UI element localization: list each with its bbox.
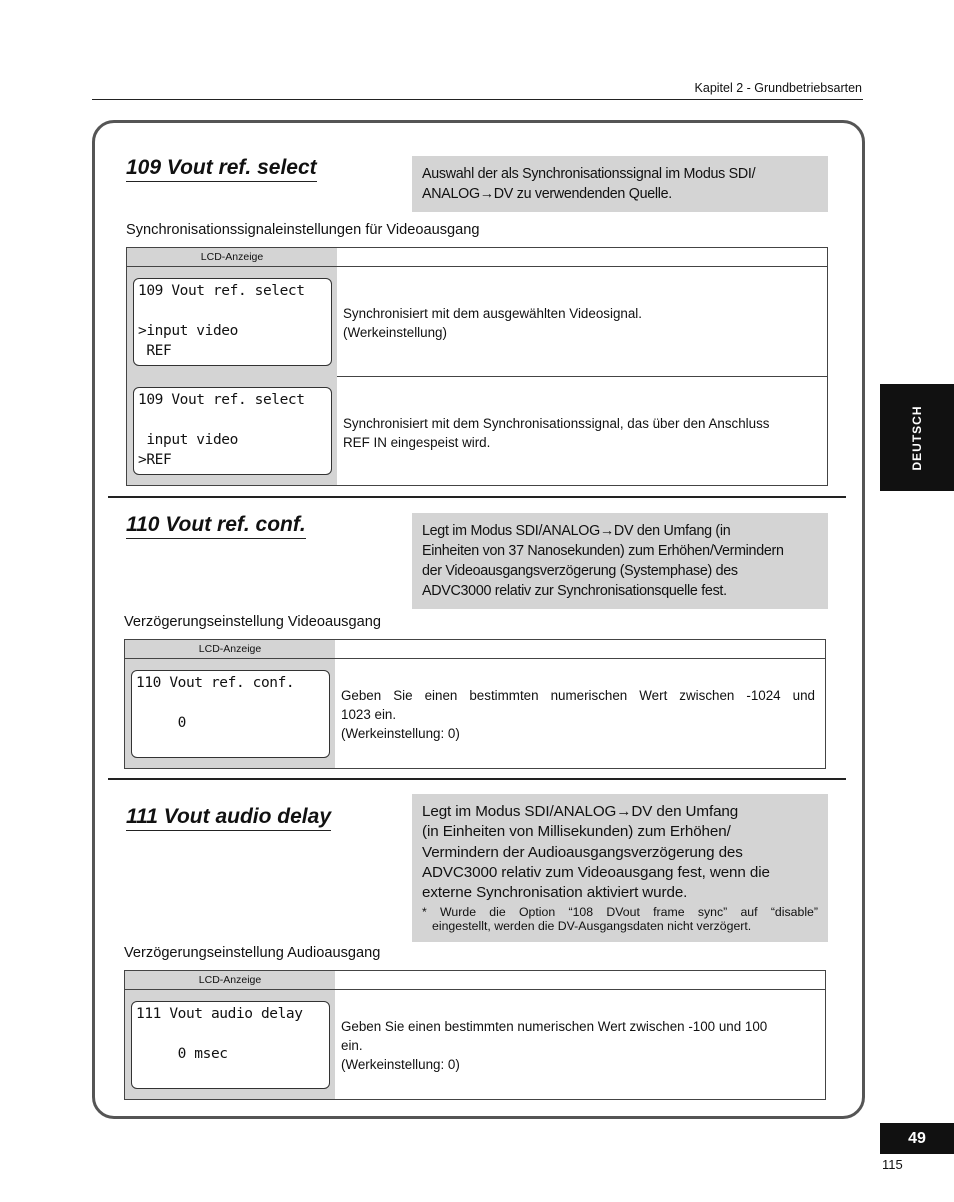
table-header-row [125, 971, 825, 990]
language-tab [880, 384, 954, 491]
description-line: Geben Sie einen bestimmten numerischen Wert zwischen -1024 und [341, 688, 815, 703]
settings-table-109 [126, 247, 828, 486]
lcd-display: 111 Vout audio delay 0 msec [131, 1001, 330, 1089]
note-line: * Wurde die Option “108 DVout frame sync” auf “disable” [422, 905, 818, 920]
desc-line: Auswahl der als Synchronisationssignal im Modus SDI/ [422, 166, 756, 182]
table-caption-111: Verzögerungseinstellung Audioausgang [124, 945, 381, 961]
description-line: Geben Sie einen bestimmten numerischen Wert zwischen -100 und 100 [341, 1019, 768, 1034]
description-line: (Werkeinstellung: 0) [341, 726, 460, 741]
description-line: ein. [341, 1038, 363, 1053]
lcd-display: 109 Vout ref. select input video >REF [133, 387, 332, 475]
table-caption-109: Synchronisationssignaleinstellungen für Videoausgang [126, 222, 480, 238]
desc-line: Legt im Modus SDI/ANALOG→DV den Umfang (in [422, 523, 731, 539]
page-sub-number: 115 [882, 1157, 903, 1172]
table-header-row [125, 640, 825, 659]
settings-table-111 [124, 970, 826, 1100]
description-line: Synchronisiert mit dem Synchronisationssignal, das über den Anschluss [343, 416, 770, 431]
section-description-110 [412, 513, 828, 609]
description-line: REF IN eingespeist wird. [343, 435, 491, 450]
section-description-111 [412, 794, 828, 942]
table-row-description [335, 1017, 825, 1074]
desc-line: ADVC3000 relativ zum Videoausgang fest, wenn die [422, 863, 770, 881]
section-title-110: 110 Vout ref. conf. [126, 513, 306, 539]
row-separator [337, 376, 827, 377]
description-line: Synchronisiert mit dem ausgewählten Videosignal. [343, 306, 642, 321]
section-description-109 [412, 156, 828, 212]
lcd-display: 110 Vout ref. conf. 0 [131, 670, 330, 758]
table-row-description [337, 304, 827, 342]
desc-line: Einheiten von 37 Nanosekunden) zum Erhöhen/Vermindern [422, 543, 784, 559]
section-divider [108, 778, 846, 780]
lcd-display: 109 Vout ref. select >input video REF [133, 278, 332, 366]
table-header-row [127, 248, 827, 267]
lcd-column-header: LCD-Anzeige [125, 971, 335, 989]
section-title-109: 109 Vout ref. select [126, 156, 317, 182]
lcd-column-header: LCD-Anzeige [127, 248, 337, 266]
description-line: 1023 ein. [341, 707, 397, 722]
chapter-header: Kapitel 2 - Grundbetriebsarten [694, 81, 862, 95]
desc-line: der Videoausgangsverzögerung (Systemphase) des [422, 563, 738, 579]
table-row-description [337, 414, 827, 452]
table-row-description [335, 686, 825, 743]
desc-line: externe Synchronisation aktiviert wurde. [422, 884, 688, 902]
section-title-111: 111 Vout audio delay [126, 805, 331, 831]
page-number: 49 [880, 1123, 954, 1154]
desc-line: Vermindern der Audioausgangsverzögerung des [422, 843, 743, 861]
language-label: DEUTSCH [910, 404, 924, 471]
note-line: eingestellt, werden die DV-Ausgangsdaten nicht verzögert. [432, 919, 752, 934]
description-line: (Werkeinstellung) [343, 325, 447, 340]
header-rule [92, 99, 863, 100]
table-caption-110: Verzögerungseinstellung Videoausgang [124, 614, 381, 630]
section-divider [108, 496, 846, 498]
footnote [422, 905, 818, 933]
description-line: (Werkeinstellung: 0) [341, 1057, 460, 1072]
desc-line: Legt im Modus SDI/ANALOG→DV den Umfang [422, 803, 739, 820]
desc-line: ADVC3000 relativ zur Synchronisationsquelle fest. [422, 583, 727, 599]
lcd-column-header: LCD-Anzeige [125, 640, 335, 658]
desc-line: (in Einheiten von Millisekunden) zum Erhöhen/ [422, 823, 731, 841]
desc-line: ANALOG→DV zu verwendenden Quelle. [422, 186, 672, 202]
settings-table-110 [124, 639, 826, 769]
